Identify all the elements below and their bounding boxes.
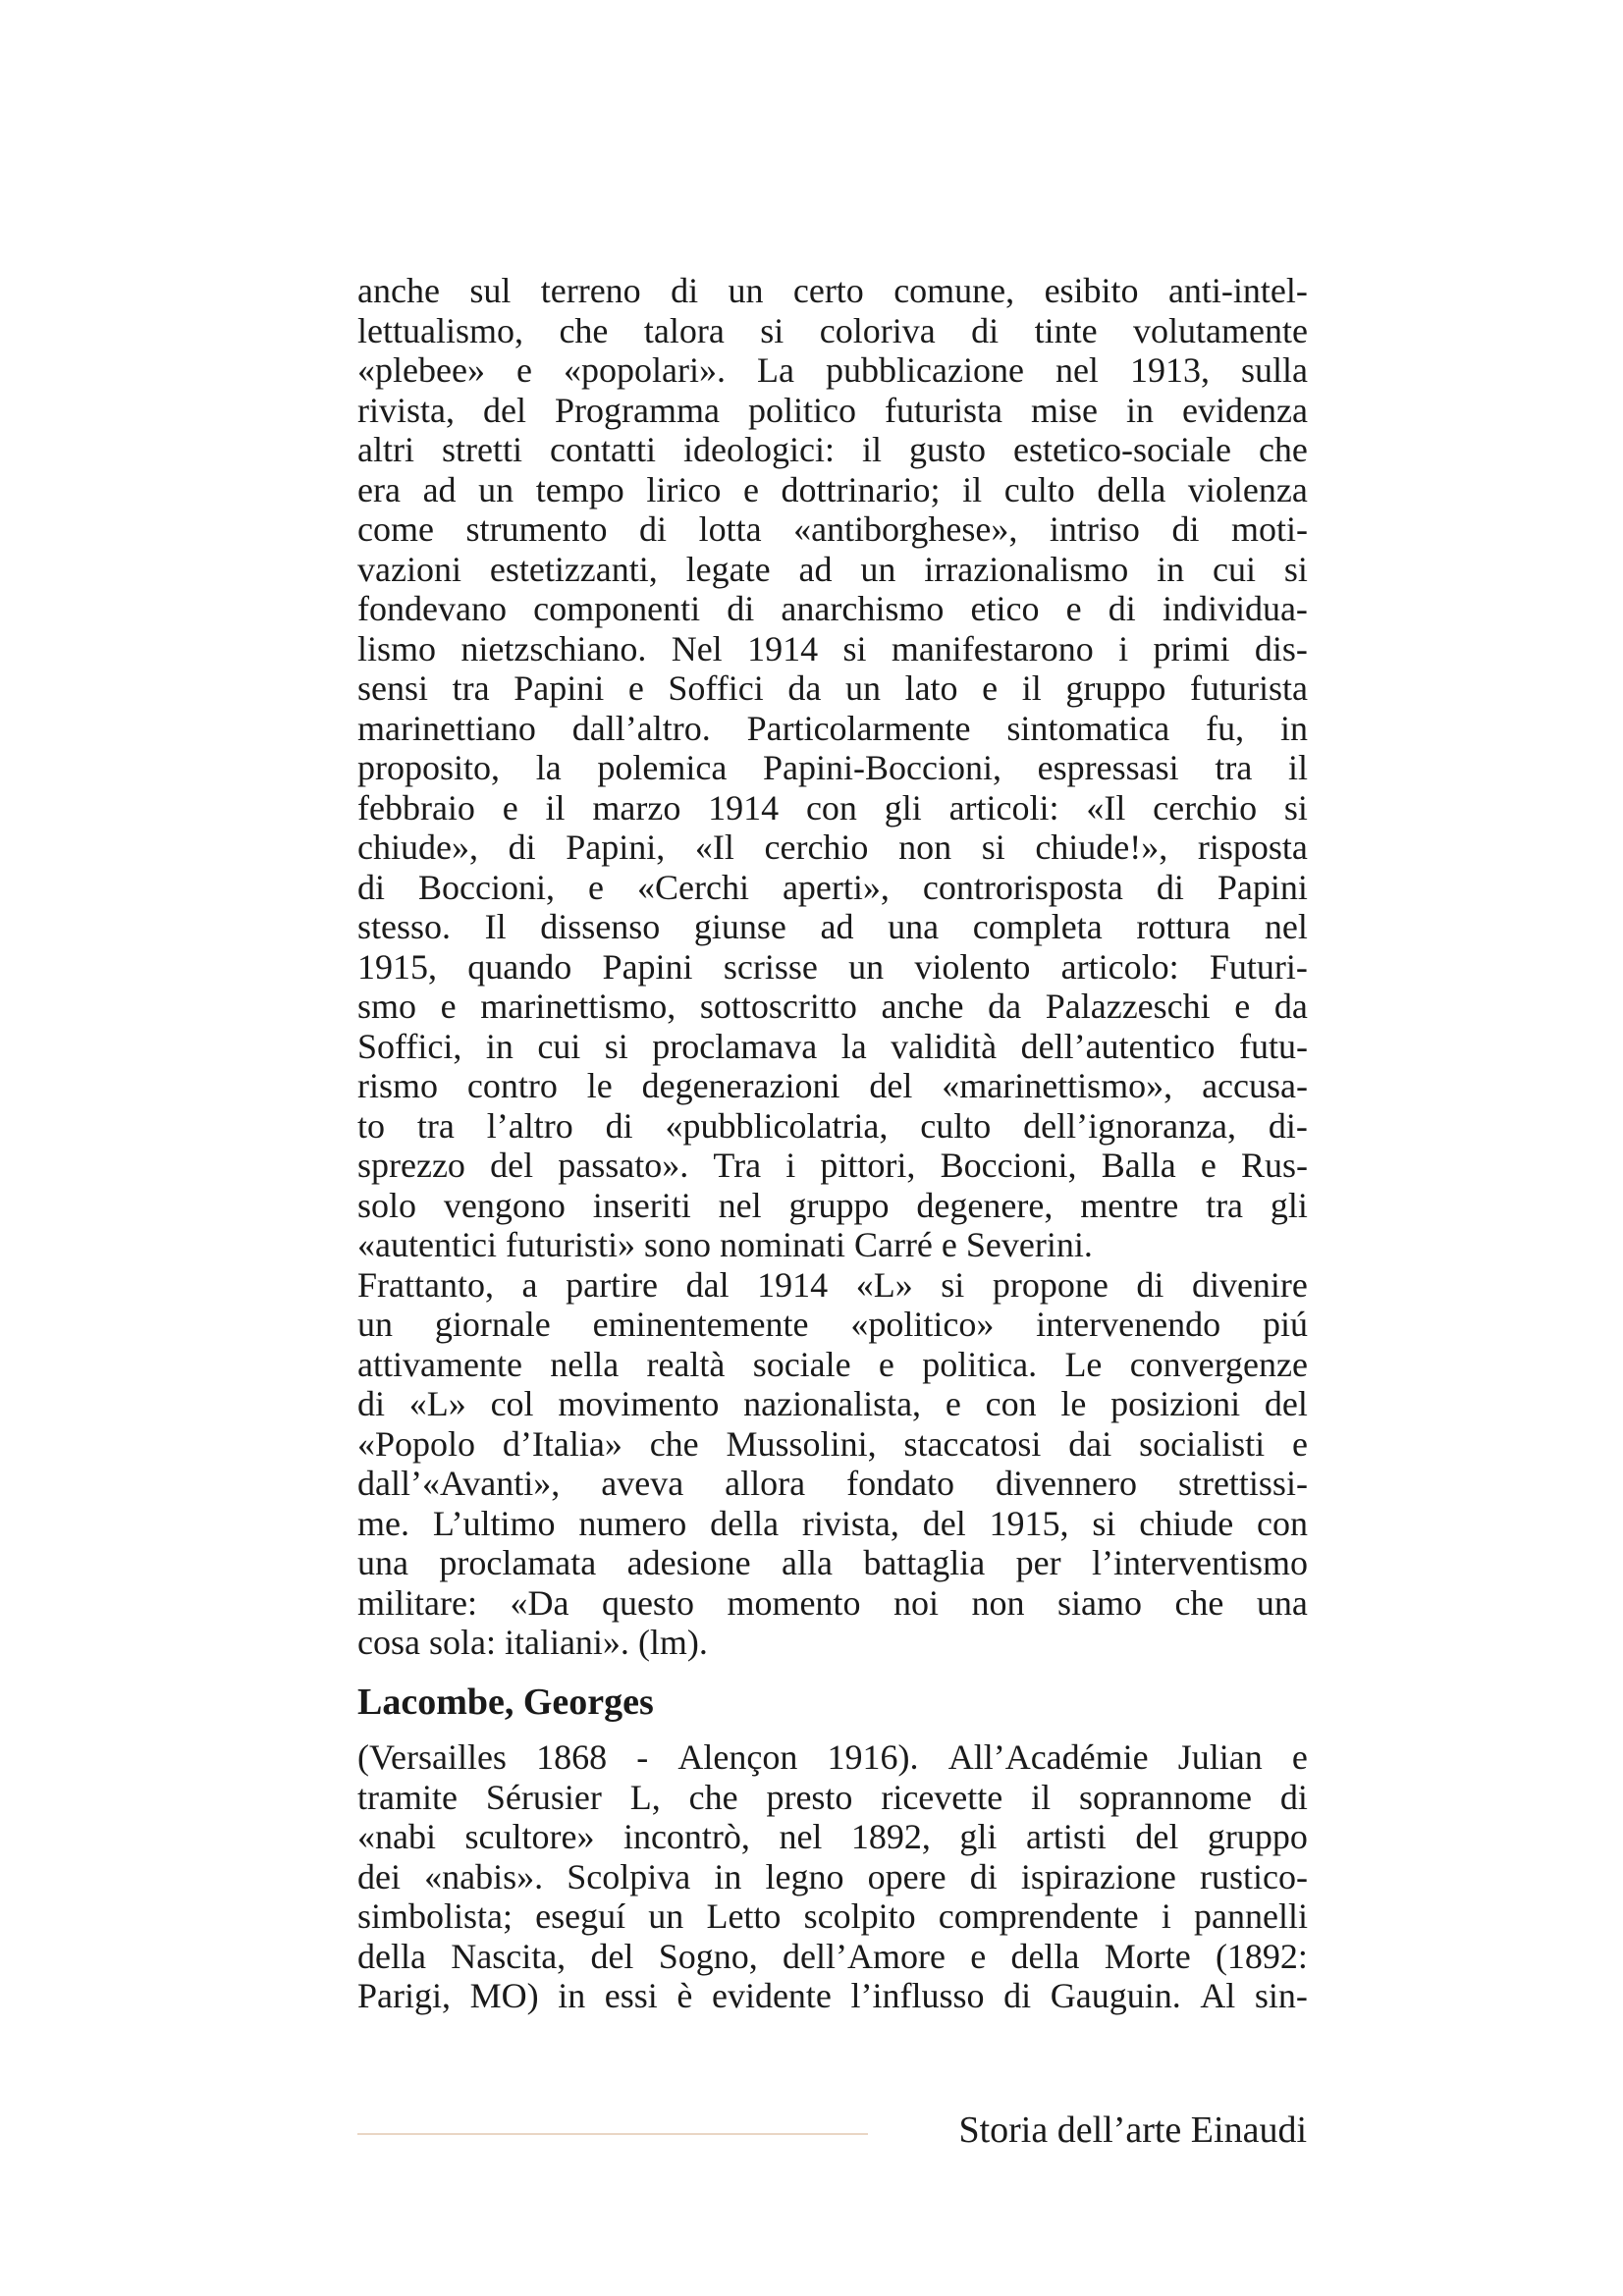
text-line: rismo contro le degenerazioni del «marinettismo», accusa- [357, 1066, 1308, 1105]
text-line: militare: «Da questo momento noi non siamo che una [357, 1582, 1308, 1623]
text-line: Frattanto, a partire dal 1914 «L» si propone di divenire [357, 1264, 1308, 1305]
text-line: marinettiano dall’altro. Particolarmente sintomatica fu, in [357, 708, 1308, 748]
text-line: «plebee» e «popolari». La pubblicazione nel 1913, sulla [357, 350, 1308, 390]
text-line: rivista, del Programma politico futurista mise in evidenza [357, 390, 1308, 430]
text-line: lettualismo, che talora si coloriva di tinte volutamente [357, 310, 1308, 350]
text-line: me. L’ultimo numero della rivista, del 1915, si chiude con [357, 1503, 1308, 1543]
text-line: un giornale eminentemente «politico» intervenendo piú [357, 1305, 1308, 1344]
entry-title: Lacombe, Georges [357, 1682, 654, 1723]
text-line: 1915, quando Papini scrisse un violento articolo: Futuri- [357, 946, 1308, 987]
text-line: lismo nietzschiano. Nel 1914 si manifestarono i primi dis- [357, 628, 1308, 668]
text-line: come strumento di lotta «antiborghese», intriso di moti- [357, 509, 1308, 549]
text-line: «autentici futuristi» sono nominati Carré e Severini. [357, 1225, 1093, 1264]
text-line: to tra l’altro di «pubblicolatria, culto dell’ignoranza, di- [357, 1105, 1308, 1146]
text-line: proposito, la polemica Papini-Boccioni, espressasi tra il [357, 748, 1308, 787]
text-line: sprezzo del passato». Tra i pittori, Boccioni, Balla e Rus- [357, 1146, 1308, 1185]
text-line: di «L» col movimento nazionalista, e con le posizioni del [357, 1384, 1308, 1423]
text-line: sensi tra Papini e Soffici da un lato e il gruppo futurista [357, 668, 1308, 708]
footer-title: Storia dell’arte Einaudi [958, 2109, 1307, 2151]
text-line: simbolista; eseguí un Letto scolpito comprendente i pannelli [357, 1896, 1308, 1936]
text-line: altri stretti contatti ideologici: il gusto estetico-sociale che [357, 430, 1308, 469]
text-line: fondevano componenti di anarchismo etico e di individua- [357, 589, 1308, 628]
text-line: Parigi, MO) in essi è evidente l’influsso di Gauguin. Al sin- [357, 1976, 1308, 2015]
text-line: smo e marinettismo, sottoscritto anche da Palazzeschi e da [357, 987, 1308, 1026]
entry-body [357, 1737, 1308, 2016]
text-line: di Boccioni, e «Cerchi aperti», controrisposta di Papini [357, 867, 1308, 907]
text-line: dei «nabis». Scolpiva in legno opere di ispirazione rustico- [357, 1856, 1308, 1896]
entry-body [357, 271, 1308, 1663]
text-line: vazioni estetizzanti, legate ad un irrazionalismo in cui si [357, 549, 1308, 589]
text-line: stesso. Il dissenso giunse ad una completa rottura nel [357, 907, 1308, 946]
footer-divider [357, 2133, 868, 2135]
text-line: «nabi scultore» incontrò, nel 1892, gli artisti del gruppo [357, 1817, 1308, 1856]
text-line: una proclamata adesione alla battaglia per l’interventismo [357, 1543, 1308, 1582]
text-line: febbraio e il marzo 1914 con gli articoli: «Il cerchio si [357, 787, 1308, 828]
text-line: anche sul terreno di un certo comune, esibito anti-intel- [357, 271, 1308, 310]
text-line: attivamente nella realtà sociale e politica. Le convergenze [357, 1344, 1308, 1384]
text-line: «Popolo d’Italia» che Mussolini, staccatosi dai socialisti e [357, 1423, 1308, 1464]
text-line: (Versailles 1868 - Alençon 1916). All’Académie Julian e [357, 1737, 1308, 1777]
text-line: della Nascita, del Sogno, dell’Amore e della Morte (1892: [357, 1936, 1308, 1976]
text-line: Soffici, in cui si proclamava la validità dell’autentico futu- [357, 1026, 1308, 1066]
text-line: dall’«Avanti», aveva allora fondato divennero strettissi- [357, 1464, 1308, 1503]
text-line: solo vengono inseriti nel gruppo degenere, mentre tra gli [357, 1185, 1308, 1225]
text-line: tramite Sérusier L, che presto ricevette il soprannome di [357, 1777, 1308, 1817]
text-line: era ad un tempo lirico e dottrinario; il culto della violenza [357, 469, 1308, 509]
text-line: cosa sola: italiani». (lm). [357, 1623, 708, 1662]
text-line: chiude», di Papini, «Il cerchio non si chiude!», risposta [357, 828, 1308, 867]
